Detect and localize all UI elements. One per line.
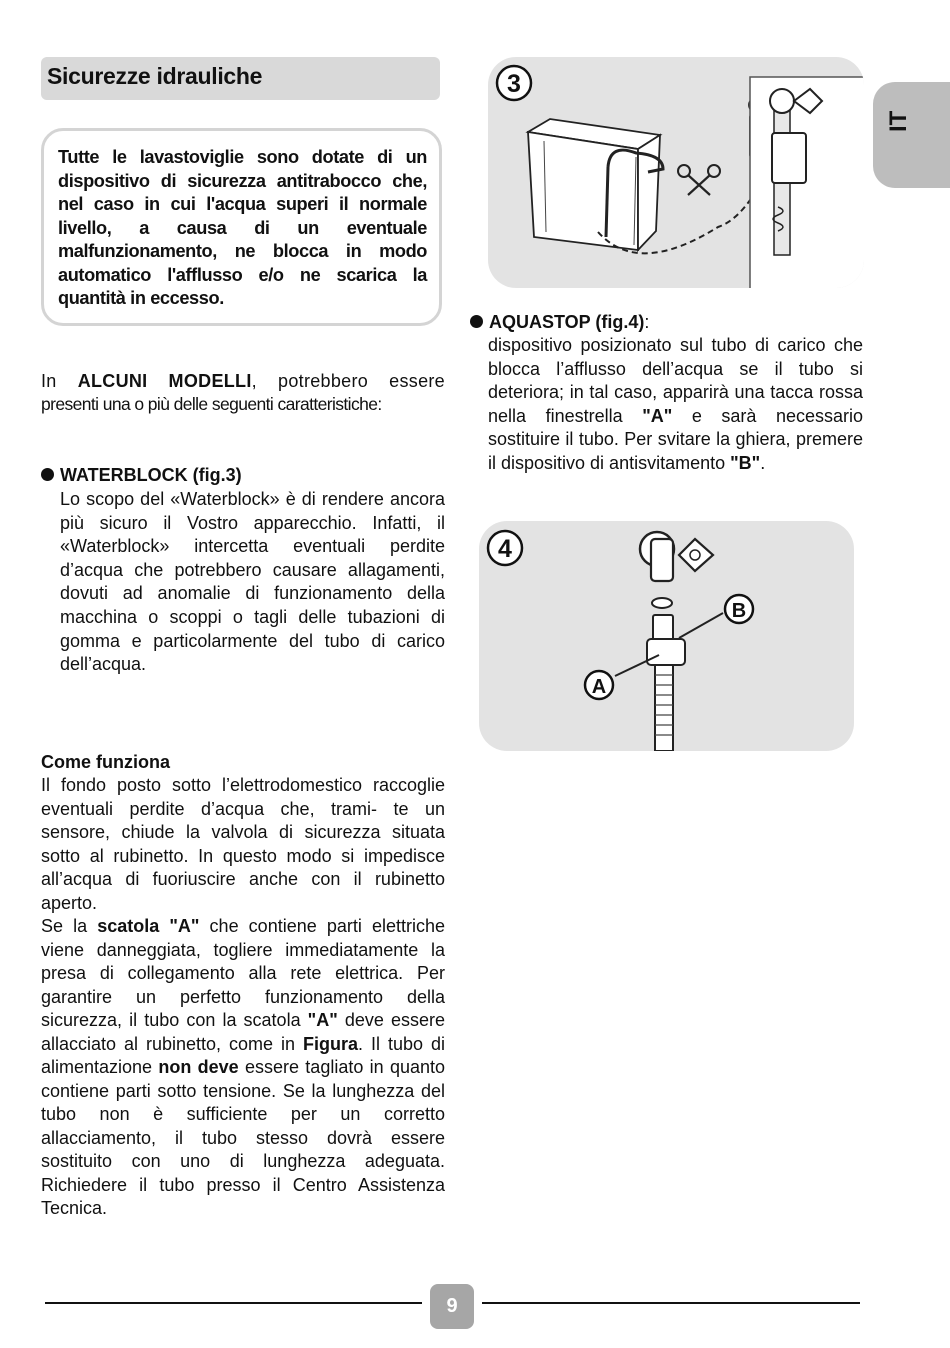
- how-it-works-heading: Come funziona: [41, 752, 170, 772]
- figure-4-label-b: B: [731, 600, 747, 622]
- intro-prefix: In: [41, 371, 78, 391]
- figure-4-illustration: [479, 521, 854, 751]
- figure-3-number: 3: [507, 70, 521, 98]
- section-title-bar: [41, 57, 440, 100]
- footer-rule-right: [482, 1302, 860, 1304]
- waterblock-heading: [41, 464, 242, 487]
- section-title: Sicurezze idrauliche: [47, 63, 263, 89]
- aquastop-heading: AQUASTOP (fig.4):: [470, 311, 649, 334]
- bullet-dot-icon: [41, 468, 54, 481]
- intro-line-2: presenti una o più delle seguenti caratteristiche:: [41, 394, 382, 414]
- aquastop-text: dispositivo posizionato sul tubo di carico che blocca l’afflusso dell’acqua se il tubo si deteriora; in tal caso, apparirà una tacca rossa nella finestrella "A" e sarà necessario sostituire il tubo. Per svitare la ghiera, premere il dispositivo di antisvitamento "B".: [488, 335, 864, 473]
- intro-line-1: [41, 370, 445, 393]
- bullet-dot-icon: [470, 315, 483, 328]
- intro-paragraph: [41, 370, 445, 416]
- footer-rule-left: [45, 1302, 422, 1304]
- how-it-works-text: [41, 774, 445, 1221]
- how-it-works-paragraph-2: Se la scatola "A" che contiene parti elettriche viene danneggiata, togliere immediatamente la presa di collegamento alla rete elettrica. Per garantire un perfetto funzionamento della sicurezza, il tubo con la scatola "A" deve essere allacciato al rubinetto, come in Figura. Il tubo di alimentazione non deve essere tagliato in quanto contiene parti sotto tensione. Se la lunghezza del tubo non è sufficiente per un corretto allacciamento, il tubo stesso dovrà essere sostituito con uno di lunghezza adeguata. Richiedere il tubo presso il Centro Assistenza Tecnica.: [41, 916, 446, 1218]
- page-number: 9: [430, 1284, 474, 1329]
- figure-4-aquastop: [479, 521, 854, 751]
- figure-3-illustration: [488, 57, 864, 288]
- safety-note-text: Tutte le lavastoviglie sono dotate di un dispositivo di sicurezza antitrabocco che, nel caso in cui l'acqua superi il normale livello, a causa di un eventuale malfunzionamento, ne blocca in modo automatico l'afflusso e/o ne scarica la quantità in eccesso.: [58, 147, 427, 308]
- figure-4-number: 4: [498, 535, 512, 563]
- waterblock-text: Lo scopo del «Waterblock» è di rendere ancora più sicuro il Vostro apparecchio. Infatti, il «Waterblock» intercetta eventuali perdite d’acqua che potrebbero causare allagamenti, dovuti ad anomalie di funzionamento della macchina o scoppi o tagli delle tubazioni di gomma e particolarmente del tubo di carico dell’acqua.: [60, 489, 445, 675]
- intro-rest: , potrebbero essere: [251, 371, 445, 391]
- safety-note-box: [41, 128, 442, 326]
- language-tab-label: IT: [885, 110, 912, 132]
- figure-4-label-a: A: [591, 676, 607, 698]
- intro-bold: ALCUNI MODELLI: [77, 371, 252, 391]
- language-tab: [873, 82, 950, 188]
- how-it-works-paragraph-1: Il fondo posto sotto l’elettrodomestico raccoglie eventuali perdite d’acqua che, trami- te un sensore, chiude la valvola di sicurezza situata sotto al rubinetto. In questo modo si impedisce all’acqua di fuoriuscire anche con il rubinetto aperto.: [41, 775, 445, 913]
- aquastop-heading-text: AQUASTOP (fig.4): [489, 312, 645, 332]
- waterblock-heading-text: WATERBLOCK (fig.3): [60, 465, 242, 485]
- figure-3-waterblock: [488, 57, 864, 288]
